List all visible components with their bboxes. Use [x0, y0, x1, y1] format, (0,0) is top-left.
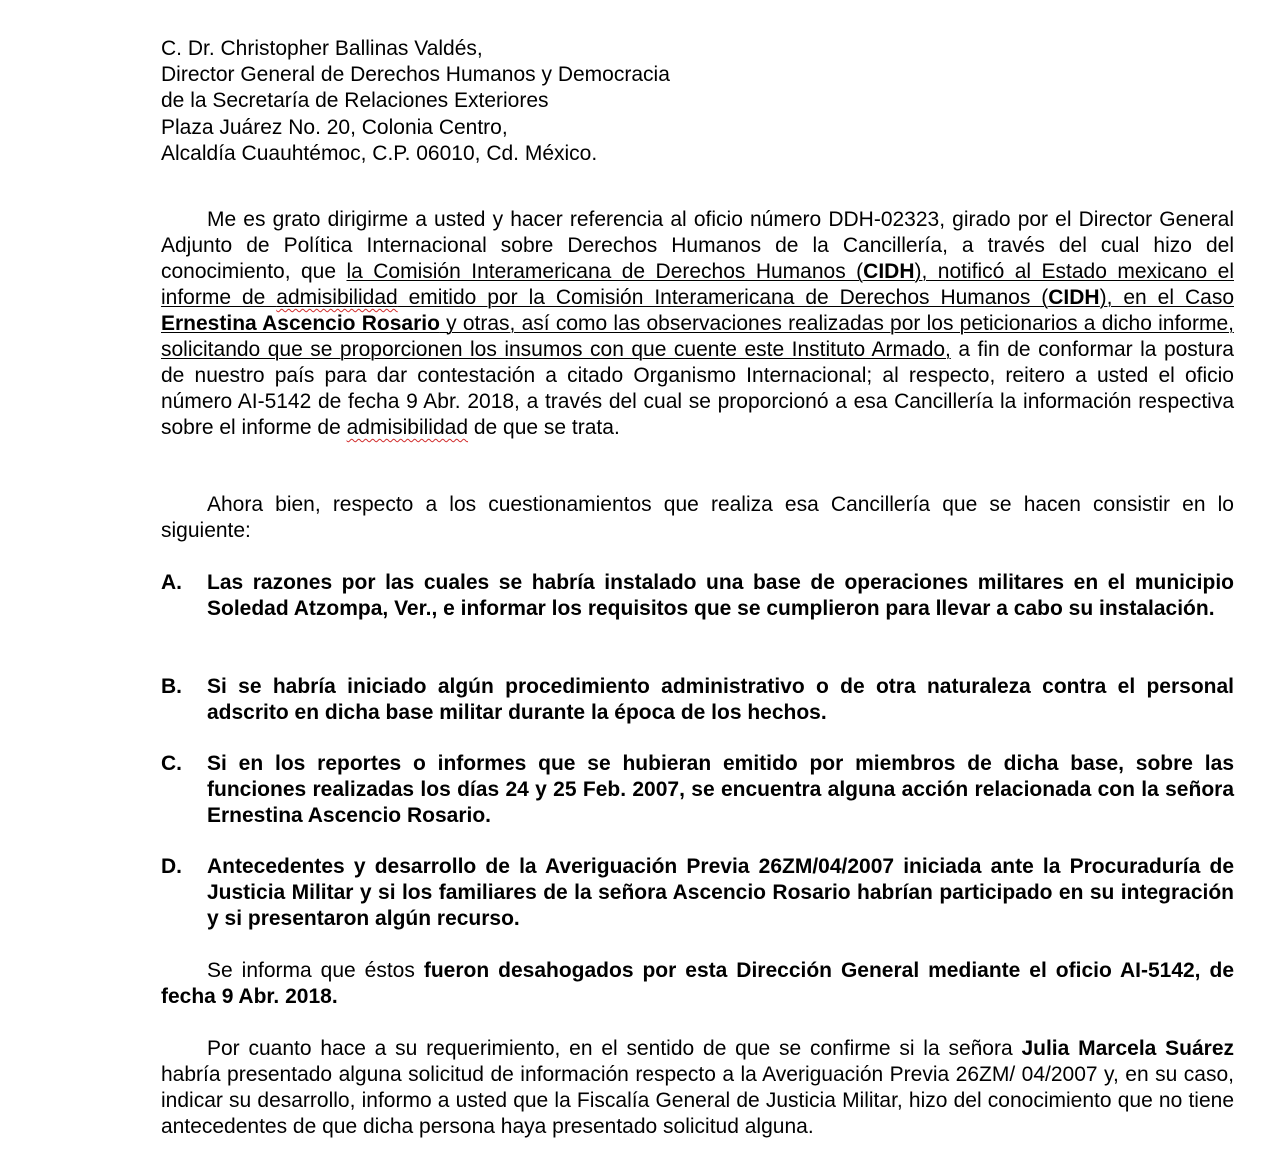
- spellcheck-word: admisibilidad: [346, 416, 469, 439]
- list-item-text: Si se habría iniciado algún procedimiento administrativo o de otra naturaleza contra el personal adscrito en dicha base militar durante la época de los hechos.: [207, 675, 1234, 724]
- list-item: [161, 751, 1234, 829]
- list-item: [161, 854, 1234, 932]
- person-name: Julia Marcela Suárez: [1021, 1037, 1234, 1060]
- text-run: y otras, así como las observaciones realizadas por los peticionarios a dicho informe, solicitando que se proporcionen los insumos con que cuente este Instituto Armado,: [161, 312, 1234, 361]
- text-run: emitido por la Comisión Interamericana de Derechos Humanos (: [397, 286, 1049, 309]
- text-run: ), en el Caso: [1099, 286, 1234, 309]
- text-run: Me es grato dirigirme a usted y hacer referencia al oficio número DDH-02323, girado por el Director General Adjunto de Política Internacional sobre Derechos Humanos de la Cancillería, a través del cual hizo del conocimiento, que: [161, 208, 1234, 283]
- address-line: Plaza Juárez No. 20, Colonia Centro,: [161, 115, 508, 139]
- list-item-text: Antecedentes y desarrollo de la Averiguación Previa 26ZM/04/2007 iniciada ante la Procuraduría de Justicia Militar y si los familiares de la señora Ascencio Rosario habrían participado en su integración y si presentaron algún recurso.: [207, 855, 1234, 930]
- bold-text: fueron desahogados por esta Dirección General mediante el oficio AI-5142, de fecha 9 Abr. 2018.: [161, 959, 1235, 1008]
- list-item: [161, 674, 1234, 726]
- list-marker: C.: [161, 752, 182, 775]
- address-line: C. Dr. Christopher Ballinas Valdés,: [161, 37, 483, 60]
- text-run: habría presentado alguna solicitud de información respecto a la Averiguación Previa 26ZM/ 04/2007 y, en su caso, indicar su desarrollo, informo a usted que la Fiscalía General de Justicia Militar, hizo del conocimiento que no tiene antecedentes de que dicha persona haya presentado solicitud alguna.: [161, 1063, 1234, 1138]
- text-run: ), notificó al Estado mexicano el informe de: [161, 260, 1234, 309]
- text-run: la Comisión Interamericana de Derechos Humanos (: [346, 260, 864, 283]
- paragraph-request: [161, 1036, 1234, 1140]
- spellcheck-word: admisibilidad: [276, 286, 398, 309]
- acronym-cidh: CIDH: [863, 260, 915, 283]
- text-run: Se informa que éstos: [207, 959, 424, 982]
- text-run: Por cuanto hace a su requerimiento, en el sentido de que se confirme si la señora: [207, 1037, 1022, 1060]
- paragraph-reference: [161, 207, 1234, 441]
- text-run: de que se trata.: [468, 416, 620, 439]
- paragraph-resolution: [161, 958, 1234, 1010]
- list-item-text: Las razones por las cuales se habría instalado una base de operaciones militares en el municipio Soledad Atzompa, Ver., e informar los requisitos que se cumplieron para llevar a cabo su instalación.: [207, 571, 1234, 620]
- text-run: Ahora bien, respecto a los cuestionamientos que realiza esa Cancillería que se hacen consistir en lo siguiente:: [161, 493, 1234, 542]
- list-item-text: Si en los reportes o informes que se hubieran emitido por miembros de dicha base, sobre las funciones realizadas los días 24 y 25 Feb. 2007, se encuentra alguna acción relacionada con la señora Ernestina Ascencio Rosario.: [207, 752, 1234, 827]
- paragraph-intro-questions: [161, 492, 1234, 544]
- address-line: Director General de Derechos Humanos y Democracia: [161, 63, 670, 87]
- case-name: Ernestina Ascencio Rosario: [161, 312, 440, 335]
- acronym-cidh: CIDH: [1048, 286, 1100, 309]
- list-marker: D.: [161, 855, 182, 878]
- list-marker: B.: [161, 675, 182, 698]
- address-line: Alcaldía Cuauhtémoc, C.P. 06010, Cd. México.: [161, 141, 598, 165]
- list-item: [161, 570, 1234, 622]
- address-line: de la Secretaría de Relaciones Exteriores: [161, 89, 549, 113]
- text-run: a fin de conformar la postura de nuestro país para dar contestación a citado Organismo Internacional; al respecto, reitero a usted el oficio número AI-5142 de fecha 9 Abr. 2018, a través del cual se proporcionó a esa Cancillería la información respectiva sobre el informe de: [161, 338, 1234, 439]
- list-marker: A.: [161, 571, 182, 594]
- recipient-address-block: [161, 36, 1221, 167]
